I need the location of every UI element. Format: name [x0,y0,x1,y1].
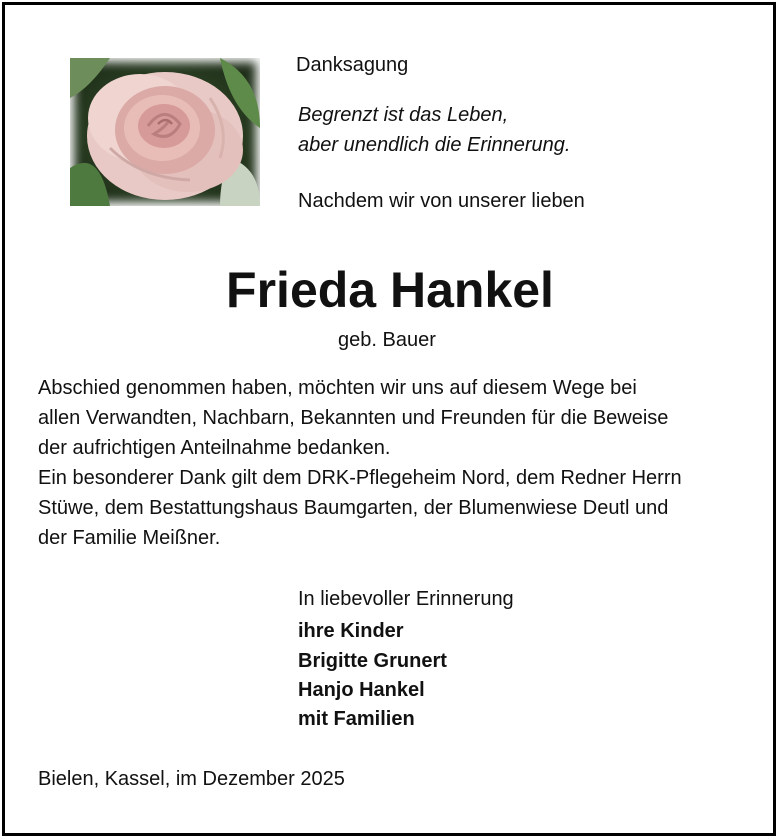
signature-name: mit Familien [298,708,415,730]
heading-title: Danksagung [296,54,409,76]
rose-photo-icon [70,58,260,206]
birth-name: geb. Bauer [338,329,436,351]
signature-name: Hanjo Hankel [298,679,425,701]
place-date: Bielen, Kassel, im Dezember 2025 [38,768,345,790]
deceased-name: Frieda Hankel [226,262,554,318]
body-line: der aufrichtigen Anteilnahme bedanken. [38,437,391,459]
signature-name: Brigitte Grunert [298,650,447,672]
intro-text: Nachdem wir von unserer lieben [298,190,585,212]
body-line: Ein besonderer Dank gilt dem DRK-Pflegeheim Nord, dem Redner Herrn [38,467,682,489]
body-line: Abschied genommen haben, möchten wir uns auf diesem Wege bei [38,377,637,399]
body-line: allen Verwandten, Nachbarn, Bekannten und Freunden für die Beweise [38,407,669,429]
quote-line-2: aber unendlich die Erinnerung. [298,134,571,156]
signature-name: ihre Kinder [298,620,404,642]
body-line: der Familie Meißner. [38,527,221,549]
signature-intro: In liebevoller Erinnerung [298,588,514,610]
body-line: Stüwe, dem Bestattungshaus Baumgarten, der Blumenwiese Deutl und [38,497,669,519]
quote-line-1: Begrenzt ist das Leben, [298,104,509,126]
